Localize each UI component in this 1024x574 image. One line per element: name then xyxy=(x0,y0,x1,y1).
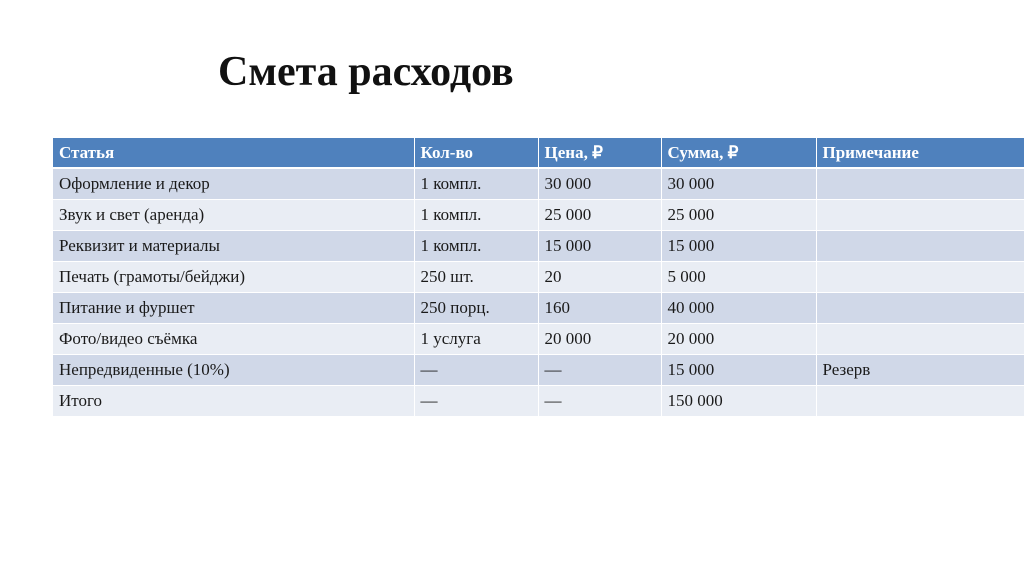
cell-item: Звук и свет (аренда) xyxy=(53,200,414,231)
cell-sum: 15 000 xyxy=(661,231,816,262)
slide-title: Смета расходов xyxy=(218,49,514,95)
header-price: Цена, ₽ xyxy=(538,138,661,168)
cell-quantity: 1 компл. xyxy=(414,168,538,200)
cell-price: — xyxy=(538,386,661,417)
cell-note xyxy=(816,293,1024,324)
header-note: Примечание xyxy=(816,138,1024,168)
cell-item: Итого xyxy=(53,386,414,417)
cell-price: 20 xyxy=(538,262,661,293)
cell-quantity: 250 порц. xyxy=(414,293,538,324)
table-row xyxy=(53,231,1024,262)
header-sum: Сумма, ₽ xyxy=(661,138,816,168)
cell-quantity: 1 компл. xyxy=(414,200,538,231)
table-row xyxy=(53,355,1024,386)
cell-note: Резерв xyxy=(816,355,1024,386)
cell-item: Фото/видео съёмка xyxy=(53,324,414,355)
cell-price: — xyxy=(538,355,661,386)
table-header-row xyxy=(53,138,1024,168)
header-quantity: Кол-во xyxy=(414,138,538,168)
cell-sum: 20 000 xyxy=(661,324,816,355)
cell-item: Оформление и декор xyxy=(53,168,414,200)
cell-sum: 40 000 xyxy=(661,293,816,324)
table-row xyxy=(53,324,1024,355)
cell-price: 160 xyxy=(538,293,661,324)
cell-price: 25 000 xyxy=(538,200,661,231)
cell-note xyxy=(816,262,1024,293)
cell-price: 30 000 xyxy=(538,168,661,200)
cell-item: Печать (грамоты/бейджи) xyxy=(53,262,414,293)
cell-note xyxy=(816,168,1024,200)
cell-sum: 150 000 xyxy=(661,386,816,417)
cell-sum: 25 000 xyxy=(661,200,816,231)
header-item: Статья xyxy=(53,138,414,168)
cell-sum: 15 000 xyxy=(661,355,816,386)
cell-sum: 5 000 xyxy=(661,262,816,293)
cell-note xyxy=(816,324,1024,355)
cell-price: 15 000 xyxy=(538,231,661,262)
budget-table xyxy=(53,138,1024,417)
cell-quantity: 250 шт. xyxy=(414,262,538,293)
cell-price: 20 000 xyxy=(538,324,661,355)
cell-item: Реквизит и материалы xyxy=(53,231,414,262)
table-row-total xyxy=(53,386,1024,417)
cell-sum: 30 000 xyxy=(661,168,816,200)
cell-item: Непредвиденные (10%) xyxy=(53,355,414,386)
cell-quantity: — xyxy=(414,386,538,417)
cell-note xyxy=(816,231,1024,262)
table-row xyxy=(53,262,1024,293)
cell-item: Питание и фуршет xyxy=(53,293,414,324)
table-row xyxy=(53,293,1024,324)
cell-quantity: — xyxy=(414,355,538,386)
cell-note xyxy=(816,200,1024,231)
cell-quantity: 1 услуга xyxy=(414,324,538,355)
cell-note xyxy=(816,386,1024,417)
table-row xyxy=(53,200,1024,231)
table-row xyxy=(53,168,1024,200)
cell-quantity: 1 компл. xyxy=(414,231,538,262)
